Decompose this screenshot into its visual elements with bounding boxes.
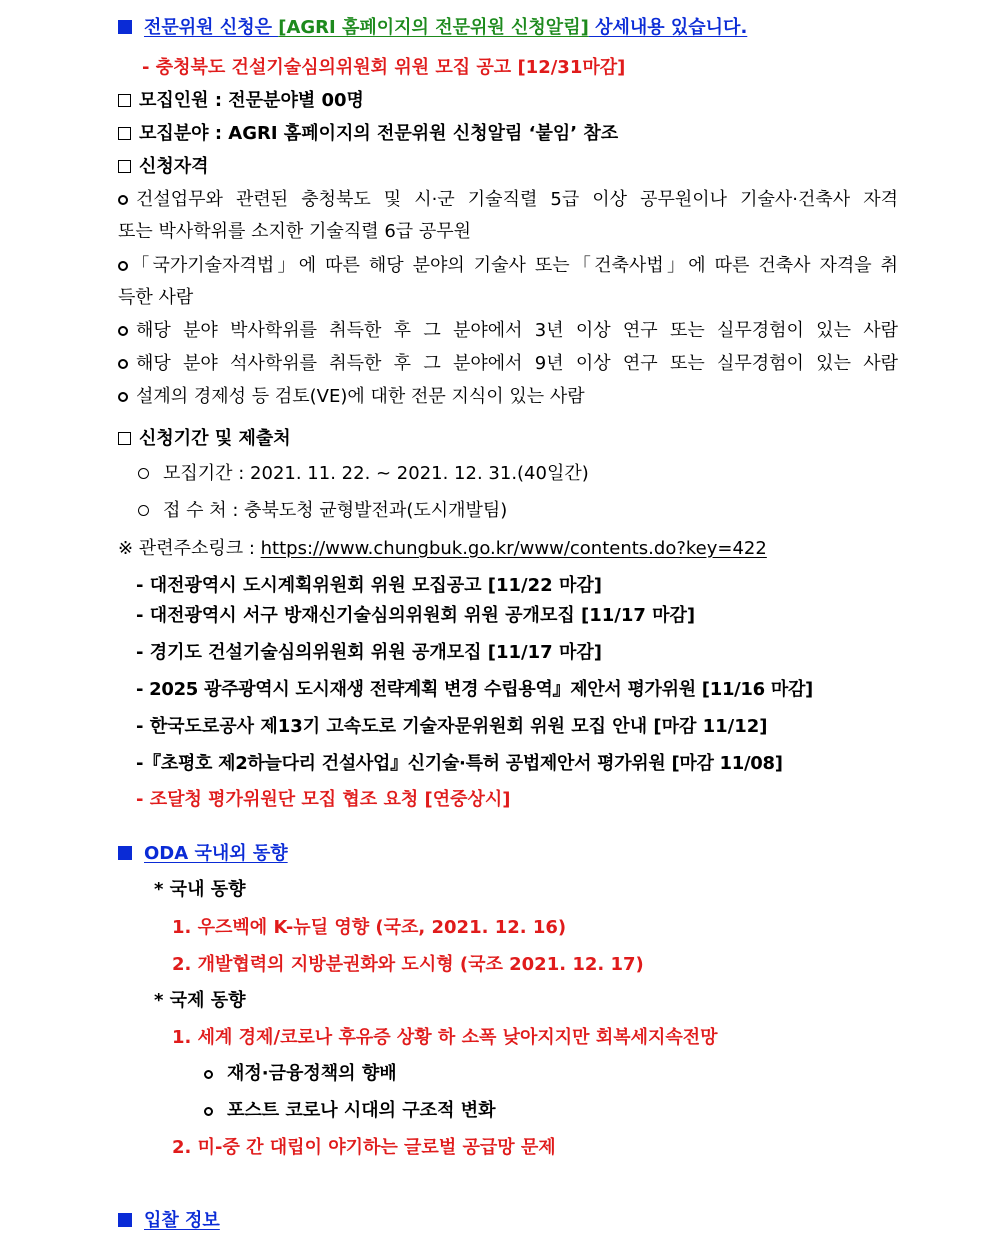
blue-square-bullet-icon <box>118 20 132 34</box>
other-notice-2: - 대전광역시 서구 방재신기술심의위원회 위원 공개모집 [11/17 마감] <box>136 605 696 626</box>
blue-square-bullet-icon <box>118 1213 132 1227</box>
header-suffix: 상세내용 있습니다. <box>588 17 748 38</box>
checkbox-square-icon <box>118 127 131 140</box>
notice-procurement: - 조달청 평가위원단 모집 협조 요청 [연중상시] <box>136 789 511 810</box>
circle-bullet-icon <box>138 505 149 516</box>
checkbox-square-icon <box>118 160 131 173</box>
intl-item-1: 1. 세계 경제/코로나 후유증 상황 하 소폭 낮아지지만 회복세지속전망 <box>172 1027 718 1048</box>
intl-subitem-1: 재정·금융정책의 향배 <box>204 1062 397 1086</box>
intl-subitem-2: 포스트 코로나 시대의 구조적 변화 <box>204 1099 496 1123</box>
circle-bullet-icon <box>118 359 128 369</box>
qualification-item-3: 해당 분야 박사학위를 취득한 후 그 분야에서 3년 이상 연구 또는 실무경험이 있는 사람 <box>118 319 898 343</box>
qualification-item-2b: 득한 사람 <box>118 287 194 308</box>
other-notice-6: -『초평호 제2하늘다리 건설사업』신기술·특허 공법제안서 평가위원 [마감 11/08] <box>136 753 783 774</box>
domestic-trends-label: * 국내 동향 <box>154 879 246 900</box>
period-title: 신청기간 및 제출처 <box>118 427 291 451</box>
recruit-count: 모집인원 : 전문분야별 00명 <box>118 89 364 113</box>
circle-bullet-icon <box>118 195 128 205</box>
qualification-item-2a: 「국가기술자격법」에 따른 해당 분야의 기술사 또는「건축사법」에 따른 건축사 자격을 취 <box>118 254 898 278</box>
circle-bullet-icon <box>118 326 128 336</box>
qualification-item-5: 설계의 경제성 등 검토(VE)에 대한 전문 지식이 있는 사람 <box>118 385 585 409</box>
checkbox-square-icon <box>118 432 131 445</box>
section-header-bid: 입찰 정보 <box>118 1209 220 1233</box>
related-link-url[interactable]: https://www.chungbuk.go.kr/www/contents.do?key=422 <box>260 538 767 559</box>
blue-square-bullet-icon <box>118 846 132 860</box>
qualification-item-1a: 건설업무와 관련된 충청북도 및 시·군 기술직렬 5급 이상 공무원이나 기술사·건축사 자격 <box>118 188 898 212</box>
circle-bullet-icon <box>204 1107 213 1116</box>
other-notice-3: - 경기도 건설기술심의위원회 위원 공개모집 [11/17 마감] <box>136 642 602 663</box>
notice-title: - 충청북도 건설기술심의위원회 위원 모집 공고 [12/31마감] <box>142 57 626 78</box>
section-header-expert <box>118 16 747 40</box>
domestic-item-2: 2. 개발협력의 지방분권화와 도시형 (국조 2021. 12. 17) <box>172 954 644 975</box>
recruit-period: 모집기간 : 2021. 11. 22. ~ 2021. 12. 31.(40일간) <box>138 462 589 486</box>
related-link-label: ※ 관련주소링크 : <box>118 538 261 559</box>
recruit-field: 모집분야 : AGRI 홈페이지의 전문위원 신청알림 ‘붙임’ 참조 <box>118 122 618 146</box>
qualification-item-1b: 또는 박사학위를 소지한 기술직렬 6급 공무원 <box>118 221 472 242</box>
circle-bullet-icon <box>118 392 128 402</box>
qualification-title: 신청자격 <box>118 155 209 179</box>
circle-bullet-icon <box>118 261 128 271</box>
reception-office: 접 수 처 : 충북도청 균형발전과(도시개발팀) <box>138 499 507 523</box>
section-header-oda: ODA 국내외 동향 <box>118 842 288 866</box>
checkbox-square-icon <box>118 94 131 107</box>
circle-bullet-icon <box>204 1070 213 1079</box>
header-prefix: 전문위원 신청은 <box>144 17 279 38</box>
domestic-item-1: 1. 우즈벡에 K-뉴딜 영향 (국조, 2021. 12. 16) <box>172 917 567 938</box>
intl-trends-label: * 국제 동향 <box>154 990 246 1011</box>
other-notice-1: - 대전광역시 도시계획위원회 위원 모집공고 [11/22 마감] <box>136 575 602 596</box>
qualification-item-4: 해당 분야 석사학위를 취득한 후 그 분야에서 9년 이상 연구 또는 실무경험이 있는 사람 <box>118 352 898 376</box>
circle-bullet-icon <box>138 468 149 479</box>
other-notice-5: - 한국도로공사 제13기 고속도로 기술자문위원회 위원 모집 안내 [마감 11/12] <box>136 716 768 737</box>
other-notice-4: - 2025 광주광역시 도시재생 전략계획 변경 수립용역』제안서 평가위원 [11/16 마감] <box>136 679 813 700</box>
related-link-row <box>118 537 767 561</box>
intl-item-2: 2. 미-중 간 대립이 야기하는 글로벌 공급망 문제 <box>172 1137 556 1158</box>
header-agri-link[interactable]: [AGRI 홈페이지의 전문위원 신청알림] <box>278 17 589 38</box>
